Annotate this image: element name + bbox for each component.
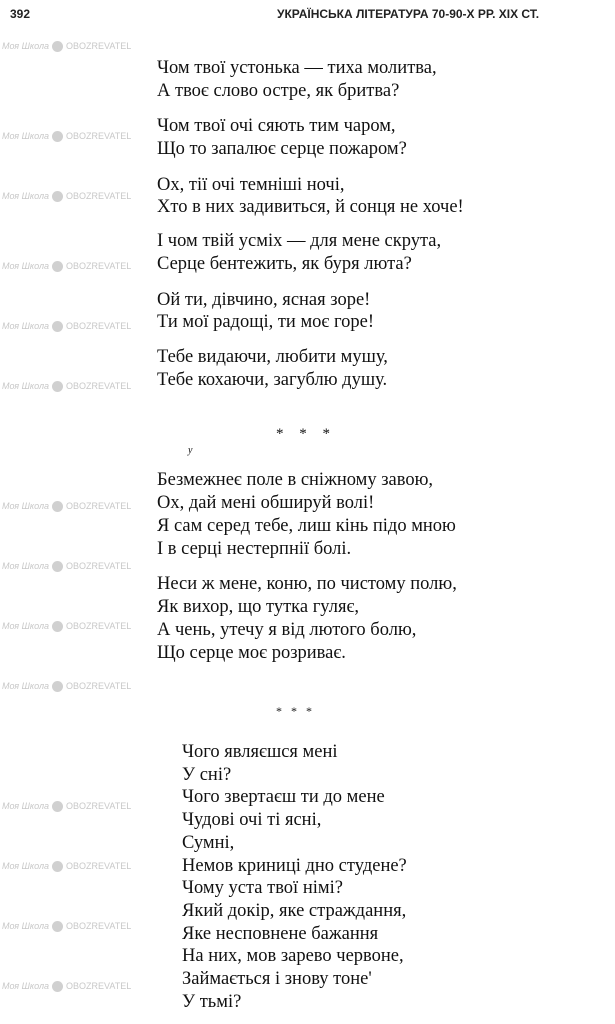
watermark-logo-icon — [52, 381, 63, 392]
watermark-logo-icon — [52, 501, 63, 512]
watermark — [2, 130, 131, 142]
stray-mark: у — [188, 445, 193, 456]
watermark-brand: Моя Школа — [2, 561, 50, 571]
watermark-logo-icon — [52, 321, 63, 332]
verse-line: І в серці нестерпнії болі. — [157, 539, 352, 559]
watermark-logo-icon — [52, 921, 63, 932]
watermark-brand: Моя Школа — [2, 921, 50, 931]
verse-line: Який докір, яке страждання, — [182, 900, 407, 921]
watermark — [2, 40, 131, 52]
watermark-brand: Моя Школа — [2, 41, 50, 51]
running-title: УКРАЇНСЬКА ЛІТЕРАТУРА 70-90-Х РР. XIX СТ. — [277, 7, 540, 21]
watermark-brand: OBOZREVATEL — [66, 981, 132, 991]
watermark-brand: OBOZREVATEL — [66, 501, 132, 511]
watermark-logo-icon — [52, 191, 63, 202]
watermark — [2, 800, 131, 812]
section-separator: * * * — [276, 426, 336, 442]
watermark-brand: Моя Школа — [2, 681, 50, 691]
watermark-brand: Моя Школа — [2, 861, 50, 871]
verse-line: А твоє слово остре, як бритва? — [157, 81, 400, 101]
watermark-logo-icon — [52, 261, 63, 272]
verse-line: У тьмі? — [182, 991, 242, 1012]
verse-line: На них, мов зарево червоне, — [182, 946, 404, 967]
verse-line: Хто в них задивиться, й сонця не хоче! — [157, 197, 464, 217]
watermark — [2, 500, 131, 512]
watermark-brand: Моя Школа — [2, 131, 50, 141]
verse-line: А чень, утечу я від лютого болю, — [157, 620, 417, 640]
watermark-brand: OBOZREVATEL — [66, 801, 132, 811]
verse-line: Я сам серед тебе, лиш кінь підо мною — [157, 516, 456, 536]
verse-line: Чудові очі ті ясні, — [182, 810, 322, 831]
watermark — [2, 620, 131, 632]
watermark-logo-icon — [52, 41, 63, 52]
watermark-brand: OBOZREVATEL — [66, 921, 132, 931]
verse-line: Чому уста твої німі? — [182, 878, 343, 899]
verse-line: У сні? — [182, 764, 232, 785]
verse-line: Що то запалює серце пожаром? — [157, 139, 407, 159]
watermark-logo-icon — [52, 561, 63, 572]
watermark — [2, 320, 131, 332]
verse-line: Сумні, — [182, 832, 235, 853]
watermark-logo-icon — [52, 131, 63, 142]
verse-line: Ох, дай мені обшируй волі! — [157, 493, 375, 513]
watermark — [2, 980, 131, 992]
watermark — [2, 260, 131, 272]
verse-line: Безмежнеє поле в сніжному завою, — [157, 470, 434, 490]
verse-line: Тебе видаючи, любити мушу, — [157, 347, 388, 367]
watermark-logo-icon — [52, 981, 63, 992]
verse-line: Ти мої радощі, ти моє горе! — [157, 312, 374, 332]
verse-line: Серце бентежить, як буря люта? — [157, 254, 412, 274]
watermark-brand: OBOZREVATEL — [66, 381, 132, 391]
verse-line: Займається і знову тоне' — [182, 969, 372, 989]
verse-line: Неси ж мене, коню, по чистому полю, — [157, 574, 457, 594]
verse-line: Чом твої устонька — тиха молитва, — [157, 58, 437, 78]
watermark — [2, 380, 131, 392]
watermark-brand: Моя Школа — [2, 981, 50, 991]
watermark-brand: Моя Школа — [2, 501, 50, 511]
watermark-brand: Моя Школа — [2, 621, 50, 631]
watermark — [2, 560, 131, 572]
watermark-brand: OBOZREVATEL — [66, 561, 132, 571]
verse-line: Чого звертаєш ти до мене — [182, 787, 385, 808]
watermark-logo-icon — [52, 621, 63, 632]
watermark-brand: Моя Школа — [2, 321, 50, 331]
page-number: 392 — [10, 7, 31, 21]
watermark-logo-icon — [52, 681, 63, 692]
watermark — [2, 190, 131, 202]
watermark-brand: OBOZREVATEL — [66, 191, 132, 201]
verse-line: І чом твій усміх — для мене скрута, — [157, 231, 442, 251]
watermark-brand: OBOZREVATEL — [66, 131, 132, 141]
watermark-brand: OBOZREVATEL — [66, 261, 132, 271]
verse-line: Чом твої очі сяють тим чаром, — [157, 116, 396, 136]
watermark-brand: OBOZREVATEL — [66, 681, 132, 691]
verse-line: Чого являєшся мені — [182, 742, 338, 762]
watermark — [2, 680, 131, 692]
verse-line: Як вихор, що тутка гуляє, — [157, 597, 360, 617]
watermark-brand: Моя Школа — [2, 381, 50, 391]
watermark-logo-icon — [52, 861, 63, 872]
verse-line: Ой ти, дівчино, ясная зоре! — [157, 290, 371, 310]
watermark-brand: OBOZREVATEL — [66, 621, 132, 631]
section-separator-2: * * * — [276, 704, 315, 718]
verse-line: Яке несповнене бажання — [182, 923, 379, 944]
watermark — [2, 860, 131, 872]
watermark-brand: Моя Школа — [2, 191, 50, 201]
verse-line: Тебе кохаючи, загублю душу. — [157, 370, 388, 390]
watermark-brand: Моя Школа — [2, 261, 50, 271]
watermark-brand: OBOZREVATEL — [66, 41, 132, 51]
watermark — [2, 920, 131, 932]
watermark-brand: OBOZREVATEL — [66, 321, 132, 331]
verse-line: Що серце моє розриває. — [157, 643, 346, 663]
verse-line: Немов криниці дно студене? — [182, 855, 407, 876]
verse-line: Ох, тії очі темніші ночі, — [157, 175, 345, 195]
watermark-logo-icon — [52, 801, 63, 812]
watermark-brand: OBOZREVATEL — [66, 861, 132, 871]
watermark-brand: Моя Школа — [2, 801, 50, 811]
